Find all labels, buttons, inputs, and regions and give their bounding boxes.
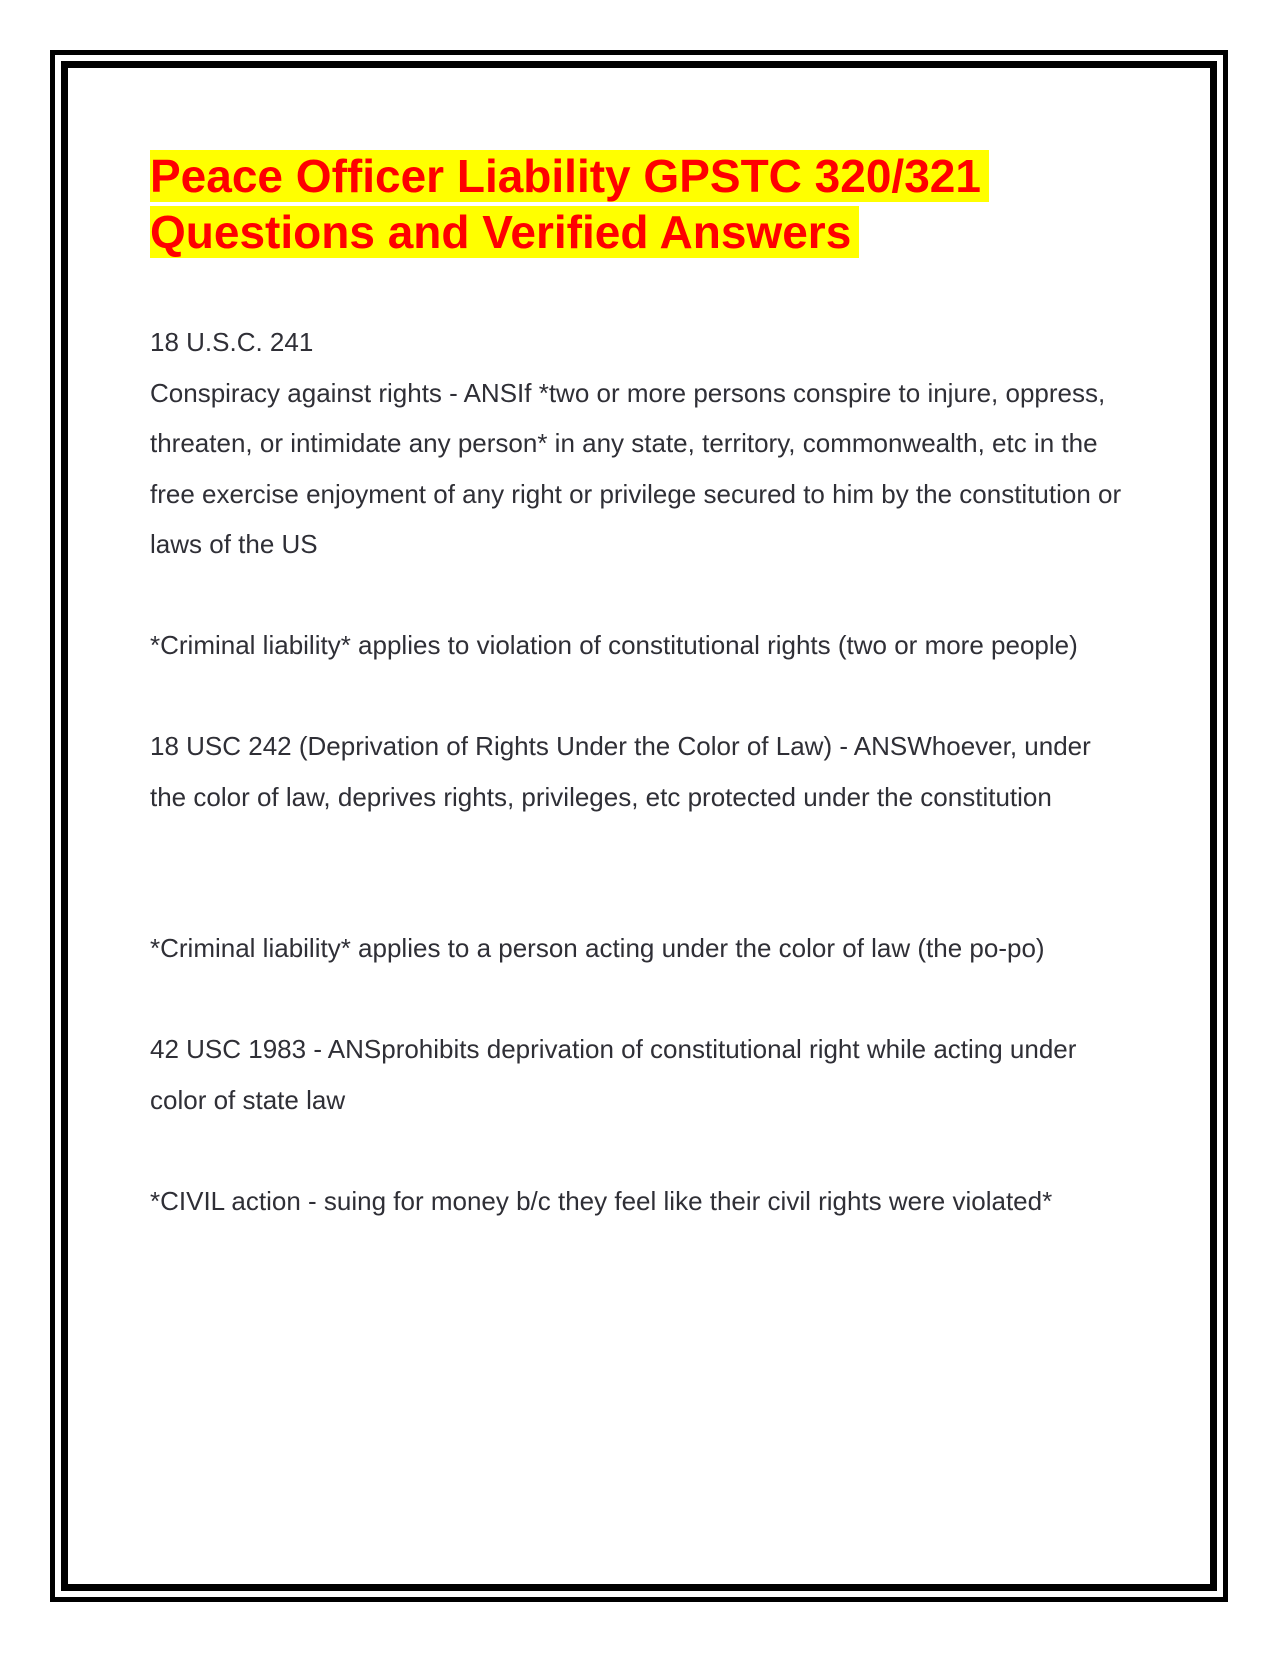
entry-criminal-liability-color-of-law: *Criminal liability* applies to a person acting under the color of law (the po-po) [150, 933, 1045, 963]
document-body [150, 317, 1125, 1226]
entry-42-usc-1983: 42 USC 1983 - ANSprohibits deprivation of constitutional right while acting under color of state law [150, 1034, 1077, 1115]
paragraph-spacer [150, 822, 1125, 923]
paragraph-spacer [150, 974, 1125, 1025]
entry-conspiracy-against-rights: Conspiracy against rights - ANSIf *two or more persons conspire to injure, oppress, threaten, or intimidate any person* in any state, territory, commonwealth, etc in the free exercise enjoyment of any right or privilege secured to him by the constitution or laws of the US [150, 377, 1122, 559]
entry-heading-18-usc-241: 18 U.S.C. 241 [150, 327, 314, 357]
paragraph-spacer [150, 671, 1125, 722]
entry-criminal-liability-two-or-more: *Criminal liability* applies to violation of constitutional rights (two or more people) [150, 630, 1078, 660]
entry-18-usc-242: 18 USC 242 (Deprivation of Rights Under the Color of Law) - ANSWhoever, under the color of law, deprives rights, privileges, etc protected under the constitution [150, 731, 1091, 812]
title-line-2: Questions and Verified Answers [150, 206, 859, 258]
title-line-1: Peace Officer Liability GPSTC 320/321 [150, 150, 989, 202]
document-content [150, 148, 1125, 1226]
paragraph-spacer [150, 1125, 1125, 1176]
paragraph-spacer [150, 570, 1125, 621]
entry-civil-action: *CIVIL action - suing for money b/c they feel like their civil rights were violated* [150, 1185, 1053, 1216]
document-title [150, 148, 1125, 260]
